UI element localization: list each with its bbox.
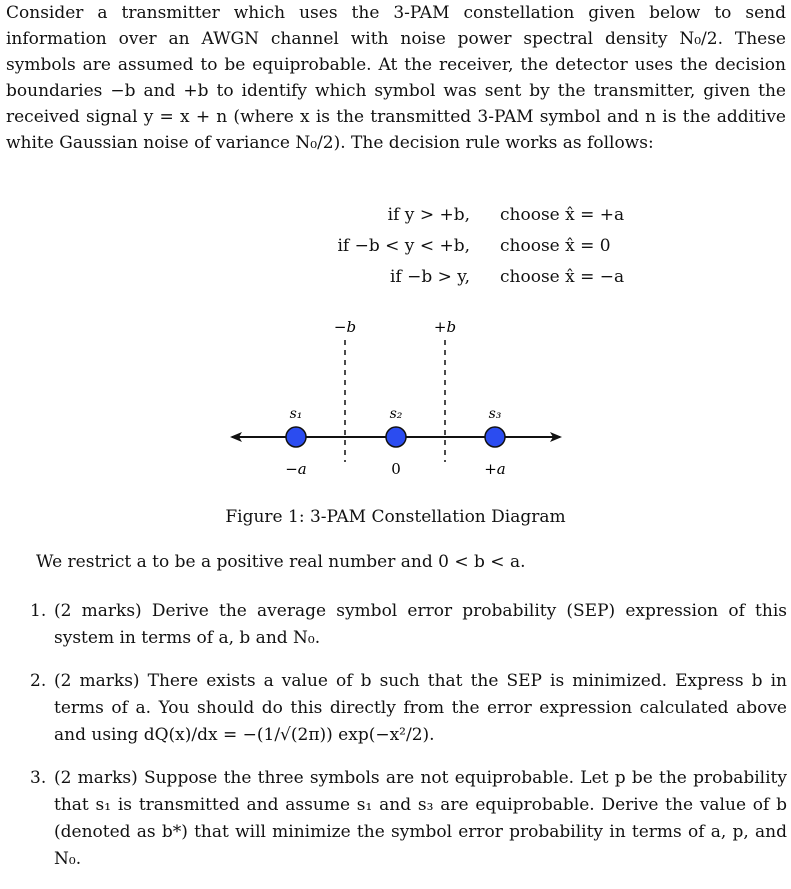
intro-paragraph: Consider a transmitter which uses the 3-PAM constellation given below to send information over an AWGN channel with noise power spectral density N₀/2. These symbols are assumed to be equiprobable. At the receiver, the detector uses the decision boundaries −b and +b to identify which symbol was sent by the transmitter, given the received signal y = x + n (where x is the transmitted 3-PAM symbol and n is the additive white Gaussian noise of variance N₀/2). The decision rule works as follows: [6, 3, 786, 153]
decision-rule [300, 205, 640, 298]
question-item [30, 668, 787, 749]
rule-action: choose x̂ = 0 [500, 236, 611, 256]
question-text: (2 marks) Suppose the three symbols are not equiprobable. Let p be the probability that s₁ is transmitted and assume s₁ and s₃ are equiprobable. Derive the value of b (denoted as b*) that will minimize the symbol error probability in terms of a, p, and N₀. [54, 768, 787, 869]
symbol-name-s1: s₁ [289, 406, 303, 422]
question-number: 2. [30, 671, 47, 691]
figure-caption: Figure 1: 3-PAM Constellation Diagram [225, 507, 566, 527]
question-number: 1. [30, 601, 47, 621]
question-item [30, 598, 787, 652]
rule-condition: if −b < y < +b, [337, 236, 470, 256]
rule-condition: if y > +b, [387, 205, 470, 225]
question-text: (2 marks) Derive the average symbol error probability (SEP) expression of this system in terms of a, b and N₀. [54, 601, 787, 648]
question-number: 3. [30, 768, 47, 788]
symbol-point-s3 [485, 427, 505, 447]
symbol-value-s1: −a [285, 460, 307, 478]
rule-row [300, 236, 640, 267]
symbol-name-s3: s₃ [488, 406, 502, 422]
restriction-text: We restrict a to be a positive real number and 0 < b < a. [36, 552, 526, 572]
problem-intro [6, 0, 786, 156]
boundary-label-plus-b: +b [433, 318, 457, 336]
question-text: (2 marks) There exists a value of b such that the SEP is minimized. Express b in terms of a. You should do this directly from the error expression calculated above and using dQ(x)/dx = −(1/√(2π)) exp(−x²/2). [54, 671, 787, 745]
symbol-point-s1 [286, 427, 306, 447]
rule-row [300, 267, 640, 298]
question-list [30, 598, 787, 889]
rule-action: choose x̂ = +a [500, 205, 625, 225]
boundary-label-minus-b: −b [333, 318, 357, 336]
symbol-value-s2: 0 [391, 460, 401, 478]
question-item [30, 765, 787, 873]
rule-action: choose x̂ = −a [500, 267, 625, 287]
rule-condition: if −b > y, [389, 267, 470, 287]
symbol-point-s2 [386, 427, 406, 447]
symbol-value-s3: +a [484, 460, 506, 478]
rule-row [300, 205, 640, 236]
symbol-name-s2: s₂ [389, 406, 403, 422]
